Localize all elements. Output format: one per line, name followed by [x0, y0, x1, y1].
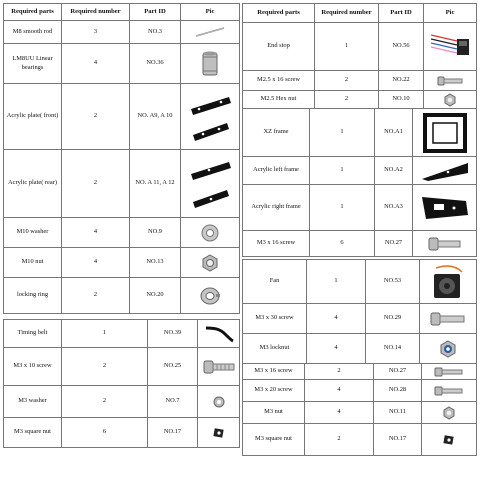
left-parts-table-lower [3, 319, 240, 448]
table-row [243, 231, 477, 257]
part-name: M3 x 16 screw [243, 364, 305, 380]
fan-icon [420, 260, 477, 304]
part-id: NO. A9, A 10 [130, 84, 181, 150]
part-id: NO.17 [374, 424, 422, 456]
part-name: Acrylic right frame [243, 185, 310, 231]
part-name: M3 locknut [243, 334, 307, 364]
table-row [4, 44, 240, 84]
table-row [243, 334, 477, 364]
part-name: M3 x 16 screw [243, 231, 310, 257]
table-row [4, 418, 240, 448]
table-row [243, 424, 477, 456]
part-number: 1 [315, 23, 379, 71]
table-row [4, 21, 240, 44]
part-id: NO.7 [148, 386, 198, 418]
part-name: M3 square nut [4, 418, 62, 448]
part-number: 2 [62, 84, 130, 150]
part-id: NO. A 11, A 12 [130, 150, 181, 218]
part-name: M3 washer [4, 386, 62, 418]
part-id: NO.A2 [375, 157, 413, 185]
xz-frame-icon [413, 109, 477, 157]
table-row [4, 248, 240, 278]
header-pic: Pic [424, 4, 477, 23]
part-id: NO.11 [374, 402, 422, 424]
table-header-row [243, 4, 477, 23]
square-nut-icon [198, 418, 240, 448]
screw-icon [198, 348, 240, 386]
left-frame-icon [413, 157, 477, 185]
smooth-rod-icon [181, 21, 240, 44]
header-required-parts: Required parts [243, 4, 315, 23]
part-name: XZ frame [243, 109, 310, 157]
part-id: NO.9 [130, 218, 181, 248]
timing-belt-icon [198, 320, 240, 348]
part-number: 1 [310, 185, 375, 231]
part-id: NO.3 [130, 21, 181, 44]
end-stop-icon [424, 23, 477, 71]
part-id: NO.10 [379, 91, 424, 109]
table-row [4, 348, 240, 386]
part-number: 4 [62, 218, 130, 248]
part-name: M3 nut [243, 402, 305, 424]
part-number: 6 [62, 418, 148, 448]
part-name: Acrylic plate( rear) [4, 150, 62, 218]
acrylic-rear-plate-icon [181, 150, 240, 218]
part-id: NO.56 [379, 23, 424, 71]
table-row [243, 260, 477, 304]
part-name: M3 x 20 screw [243, 380, 305, 402]
part-id: NO.A1 [375, 109, 413, 157]
header-pic: Pic [181, 4, 240, 21]
part-id: NO.27 [374, 364, 422, 380]
part-name: End stop [243, 23, 315, 71]
table-row [243, 364, 477, 380]
table-row [4, 150, 240, 218]
linear-bearing-icon [181, 44, 240, 84]
part-number: 4 [305, 402, 374, 424]
part-id: NO.53 [366, 260, 420, 304]
part-name: locking ring [4, 278, 62, 314]
part-number: 2 [315, 91, 379, 109]
right-parts-table [242, 3, 477, 109]
screw-icon [413, 231, 477, 257]
part-number: 2 [62, 386, 148, 418]
part-name: M8 smooth rod [4, 21, 62, 44]
part-id: NO.20 [130, 278, 181, 314]
part-name: M10 nut [4, 248, 62, 278]
part-name: M10 washer [4, 218, 62, 248]
part-number: 3 [62, 21, 130, 44]
part-name: LM8UU Linear bearings [4, 44, 62, 84]
header-part-id: Part ID [130, 4, 181, 21]
right-frames-table [242, 108, 477, 257]
part-id: NO.25 [148, 348, 198, 386]
part-name: M2.5 x 16 screw [243, 71, 315, 91]
part-id: NO.13 [130, 248, 181, 278]
part-name: Acrylic plate( front) [4, 84, 62, 150]
table-row [243, 304, 477, 334]
part-name: Timing belt [4, 320, 62, 348]
square-nut-icon [422, 424, 477, 456]
locknut-icon [420, 334, 477, 364]
screw-icon [420, 304, 477, 334]
table-row [243, 71, 477, 91]
part-name: M3 x 10 screw [4, 348, 62, 386]
part-number: 4 [305, 380, 374, 402]
screw-icon [422, 364, 477, 380]
part-id: NO.A3 [375, 185, 413, 231]
part-number: 1 [310, 109, 375, 157]
header-required-number: Required number [315, 4, 379, 23]
header-required-parts: Required parts [4, 4, 62, 21]
part-number: 2 [62, 278, 130, 314]
table-row [243, 109, 477, 157]
part-id: NO.36 [130, 44, 181, 84]
table-row [4, 218, 240, 248]
table-row [243, 23, 477, 71]
part-id: NO.17 [148, 418, 198, 448]
hex-nut-icon [424, 91, 477, 109]
acrylic-front-plate-icon [181, 84, 240, 150]
part-id: NO.27 [375, 231, 413, 257]
screw-icon [424, 71, 477, 91]
table-row [243, 402, 477, 424]
part-number: 2 [315, 71, 379, 91]
right-screws-table [242, 363, 477, 456]
part-id: NO.29 [366, 304, 420, 334]
header-required-number: Required number [62, 4, 130, 21]
table-row [4, 320, 240, 348]
table-row [243, 157, 477, 185]
left-parts-table [3, 3, 240, 314]
table-row [243, 185, 477, 231]
small-washer-icon [198, 386, 240, 418]
header-part-id: Part ID [379, 4, 424, 23]
hex-nut-icon [181, 248, 240, 278]
part-number: 2 [62, 150, 130, 218]
part-number: 1 [310, 157, 375, 185]
part-number: 4 [62, 44, 130, 84]
table-row [243, 91, 477, 109]
part-number: 1 [62, 320, 148, 348]
hex-nut-icon [422, 402, 477, 424]
part-name: M3 square nut [243, 424, 305, 456]
screw-icon [422, 380, 477, 402]
part-name: Acrylic left frame [243, 157, 310, 185]
part-id: NO.22 [379, 71, 424, 91]
part-number: 4 [307, 304, 366, 334]
part-name: M3 x 30 screw [243, 304, 307, 334]
part-number: 4 [62, 248, 130, 278]
part-number: 6 [310, 231, 375, 257]
table-row [4, 278, 240, 314]
part-name: Fan [243, 260, 307, 304]
part-number: 2 [305, 424, 374, 456]
part-number: 1 [307, 260, 366, 304]
part-number: 4 [307, 334, 366, 364]
table-row [4, 84, 240, 150]
part-number: 2 [62, 348, 148, 386]
part-name: M2.5 Hex nut [243, 91, 315, 109]
table-row [243, 380, 477, 402]
part-number: 2 [305, 364, 374, 380]
washer-icon [181, 218, 240, 248]
part-id: NO.14 [366, 334, 420, 364]
part-id: NO.39 [148, 320, 198, 348]
right-frame-icon [413, 185, 477, 231]
locking-ring-icon [181, 278, 240, 314]
table-row [4, 386, 240, 418]
part-id: NO.28 [374, 380, 422, 402]
right-fan-table [242, 259, 477, 364]
table-header-row [4, 4, 240, 21]
